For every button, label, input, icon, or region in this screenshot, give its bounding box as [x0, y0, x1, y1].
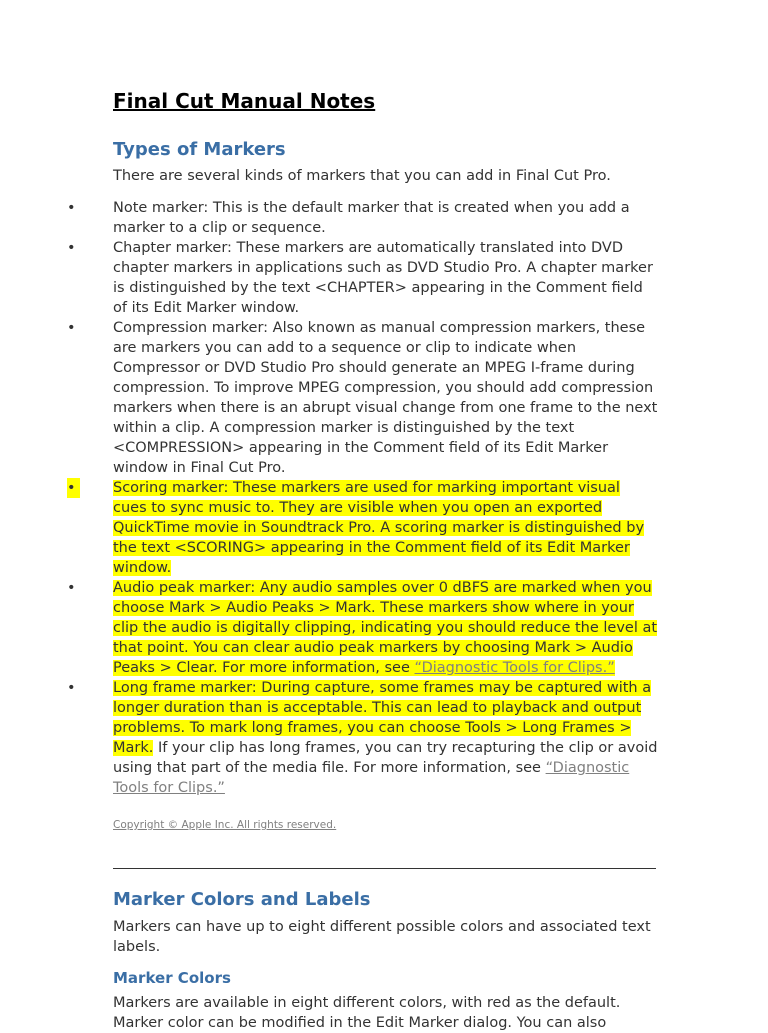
subheading-marker-colors: Marker Colors — [113, 969, 231, 987]
copyright-notice[interactable]: Copyright © Apple Inc. All rights reserved. — [113, 819, 337, 831]
list-item-text: Audio peak marker: Any audio samples over 0 dBFS are marked when you choose Mark > Audio Peaks > Mark. These markers show where in your clip the audio is digitally clipping, indicating you should reduce the level at that point. You can clear audio peak markers by choosing Mark > Audio Peaks > Clear. For more information, see — [113, 580, 658, 676]
list-item-audio-peak-marker — [0, 578, 658, 678]
list-item-text: Compression marker: Also known as manual compression markers, these are markers you can add to a sequence or clip to indicate when Compressor or DVD Studio Pro should generate an MPEG I-frame during compression. To improve MPEG compression, you should add compression markers when there is an abrupt visual change from one frame to the next within a clip. A compression marker is distinguished by the text <COMPRESSION> appearing in the Comment field of its Edit Marker window in Final Cut Pro. — [113, 320, 658, 476]
list-item-text-highlighted: Scoring marker: These markers are used for marking important visual cues to sync music to. They are visible when you open an exported QuickTime movie in Soundtrack Pro. A scoring marker is distinguished by the text <SCORING> appearing in the Comment field of its Edit Marker window. — [113, 480, 645, 576]
list-item-text-highlighted — [113, 580, 657, 676]
bullet-icon: • — [67, 200, 76, 216]
list-item-text: Note marker: This is the default marker that is created when you add a marker to a clip or sequence. — [113, 200, 630, 236]
list-item-text: Chapter marker: These markers are automatically translated into DVD chapter markers in applications such as DVD Studio Pro. A chapter marker is distinguished by the text <CHAPTER> appearing in the Comment field of its Edit Marker window. — [113, 240, 653, 316]
diagnostic-tools-link[interactable]: “Diagnostic Tools for Clips.” — [113, 760, 630, 796]
list-item-chapter-marker — [0, 238, 658, 318]
section-body: Markers are available in eight different colors, with red as the default. Marker color can be modified in the Edit Marker dialog. You can also — [113, 995, 621, 1031]
section-heading-marker-colors-and-labels: Marker Colors and Labels — [113, 889, 371, 910]
bullet-icon: • — [67, 240, 76, 256]
list-item-text-highlighted: Long frame marker: During capture, some frames may be captured with a longer duration than is acceptable. This can lead to playback and output problems. To mark long frames, you can choose Tools > Long Frames > Mark. — [113, 680, 652, 756]
section-divider — [113, 868, 656, 869]
document-title: Final Cut Manual Notes — [113, 89, 376, 113]
diagnostic-tools-link[interactable]: “Diagnostic Tools for Clips.” — [414, 660, 615, 676]
section-intro: Markers can have up to eight different possible colors and associated text labels. — [113, 919, 651, 955]
list-item-note-marker — [0, 198, 658, 238]
bullet-icon: • — [67, 580, 76, 596]
marker-types-list — [0, 198, 768, 798]
bullet-icon: • — [67, 320, 76, 336]
section-intro: There are several kinds of markers that you can add in Final Cut Pro. — [113, 168, 611, 184]
bullet-icon: • — [67, 478, 80, 498]
section-heading-types-of-markers: Types of Markers — [113, 139, 286, 160]
list-item-compression-marker — [0, 318, 658, 478]
list-item-text: If your clip has long frames, you can try recapturing the clip or avoid using that part of the media file. For more information, see — [113, 740, 658, 776]
bullet-icon: • — [67, 680, 76, 696]
list-item-scoring-marker — [0, 478, 658, 578]
list-item-long-frame-marker — [0, 678, 658, 798]
